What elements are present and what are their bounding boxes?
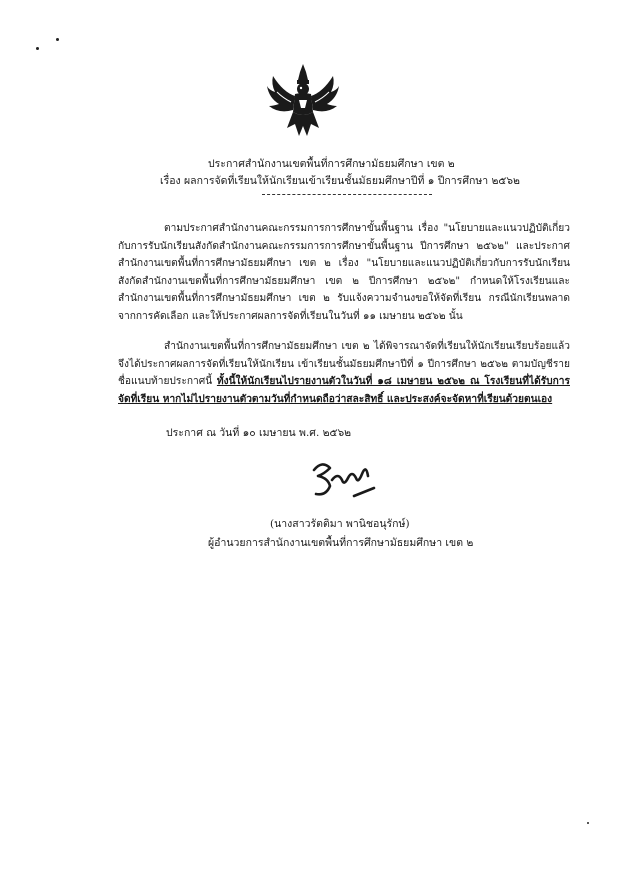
garuda-emblem: [265, 62, 341, 140]
paragraph-1-text: ตามประกาศสำนักงานคณะกรรมการการศึกษาขั้นพื้นฐาน เรื่อง "นโยบายและแนวปฏิบัติเกี่ยวกับการรับนักเรียนสังกัดสำนักงานคณะกรรมการการศึกษาขั้นพื้นฐาน ปีการศึกษา ๒๕๖๒" และประกาศสำนักงานเขตพื้นที่การศึกษามัธยมศึกษา เขต ๒ เรื่อง "นโยบายและแนวปฏิบัติเกี่ยวกับการรับนักเรียน สังกัดสำนักงานเขตพื้นที่การศึกษามัธยมศึกษา เขต ๒ ปีการศึกษา ๒๕๖๒" กำหนดให้โรงเรียนและสำนักงานเขตพื้นที่การศึกษามัธยมศึกษา เขต ๒ รับแจ้งความจำนงขอให้จัดที่เรียน กรณีนักเรียนพลาดจากการคัดเลือก และให้ประกาศผลการจัดที่เรียนในวันที่ ๑๑ เมษายน ๒๕๖๒ นั้น: [118, 223, 570, 322]
document-heading: [160, 156, 600, 190]
scan-speck: [56, 38, 59, 41]
announcement-title: ประกาศสำนักงานเขตพื้นที่การศึกษามัธยมศึกษา เขต ๒: [208, 158, 455, 170]
signer-name: (นางสาวรัตติมา พานิชอนุรักษ์): [270, 518, 410, 530]
paragraph-2: [118, 338, 570, 408]
paragraph-2-text: สำนักงานเขตพื้นที่การศึกษามัธยมศึกษา เขต ๒ ได้พิจารณาจัดที่เรียนให้นักเรียนเรียบร้อยแล้ว จึงได้ประกาศผลการจัดที่เรียนให้นักเรียน เข้าเรียนชั้นมัธยมศึกษาปีที่ ๑ ปีการศึกษา ๒๕๖๒ ตามบัญชีรายชื่อแนบท้ายประกาศนี้: [118, 341, 570, 388]
subject-line: เรื่อง ผลการจัดที่เรียนให้นักเรียนเข้าเรียนชั้นมัธยมศึกษาปีที่ ๑ ปีการศึกษา ๒๕๖๒: [160, 175, 520, 187]
scan-speck: [36, 47, 39, 50]
paragraph-2-emphasis: ทั้งนี้ให้นักเรียนไปรายงานตัวในวันที่ ๑๘ เมษายน ๒๕๖๒ ณ โรงเรียนที่ได้รับการจัดที่เรียน หากไม่ไปรายงานตัวตามวันที่กำหนดถือว่าสละสิทธิ์ และประสงค์จะจัดหาที่เรียนด้วยตนเอง: [118, 375, 570, 405]
handwritten-signature: [308, 456, 378, 504]
dated-line: ประกาศ ณ วันที่ ๑๐ เมษายน พ.ศ. ๒๕๖๒: [166, 427, 352, 439]
signer-title: ผู้อำนวยการสำนักงานเขตพื้นที่การศึกษามัธยมศึกษา เขต ๒: [208, 537, 474, 549]
scan-speck: [587, 822, 589, 824]
paragraph-1: [118, 220, 570, 326]
dashed-divider: [262, 194, 432, 195]
